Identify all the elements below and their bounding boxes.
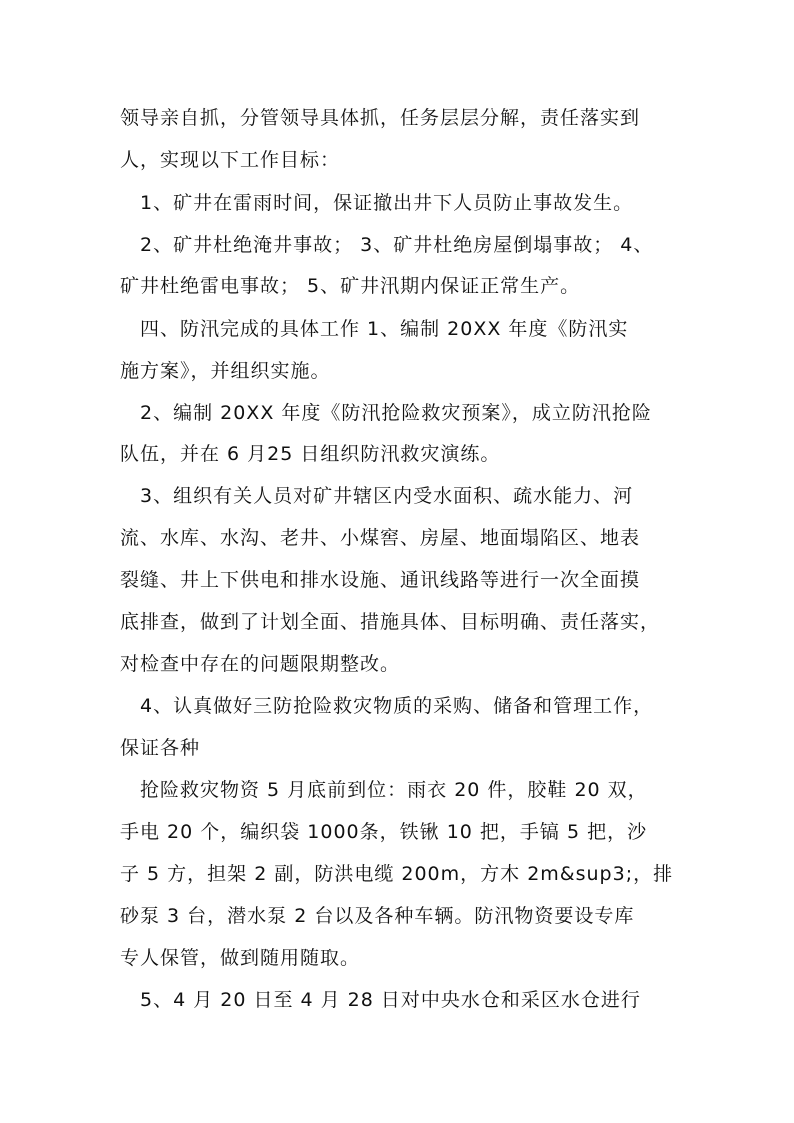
text-line: 砂泵 3 台，潜水泵 2 台以及各种车辆。防汛物资要设专库 xyxy=(120,905,635,927)
text-line: 手电 20 个，编织袋 1000条，铁锹 10 把，手镐 5 把，沙 xyxy=(120,821,648,843)
text-line: 领导亲自抓，分管领导具体抓，任务层层分解，责任落实到 xyxy=(120,107,641,129)
text-line: 2、矿井杜绝淹井事故； 3、矿井杜绝房屋倒塌事故； 4、 xyxy=(140,234,654,256)
text-line: 裂缝、井上下供电和排水设施、通讯线路等进行一次全面摸 xyxy=(120,569,641,591)
text-line: 人，实现以下工作目标： xyxy=(120,149,341,171)
text-line: 3、组织有关人员对矿井辖区内受水面积、疏水能力、河 xyxy=(140,485,634,507)
text-line: 1、矿井在雷雨时间，保证撤出井下人员防止事故发生。 xyxy=(140,192,634,214)
text-line: 流、水库、水沟、老井、小煤窖、房屋、地面塌陷区、地表 xyxy=(120,527,641,549)
text-line: 专人保管，做到随用随取。 xyxy=(120,947,361,969)
text-line: 4、认真做好三防抢险救灾物质的采购、储备和管理工作， xyxy=(140,695,654,717)
text-line: 5、4 月 20 日至 4 月 28 日对中央水仓和采区水仓进行 xyxy=(140,989,641,1011)
text-line: 施方案》，并组织实施。 xyxy=(120,360,331,382)
text-line: 保证各种 xyxy=(120,737,201,759)
text-line: 2、编制 20XX 年度《防汛抢险救灾预案》，成立防汛抢险 xyxy=(140,402,652,424)
text-line: 队伍，并在 6 月25 日组织防汛救灾演练。 xyxy=(120,443,501,465)
text-line: 子 5 方，担架 2 副，防洪电缆 200m，方木 2m&sup3;，排 xyxy=(120,863,674,885)
text-line: 四、防汛完成的具体工作 1、编制 20XX 年度《防汛实 xyxy=(140,318,629,340)
text-line: 抢险救灾物资 5 月底前到位：雨衣 20 件，胶鞋 20 双， xyxy=(140,779,648,801)
text-line: 底排查，做到了计划全面、措施具体、目标明确、责任落实， xyxy=(120,611,661,633)
text-line: 对检查中存在的问题限期整改。 xyxy=(120,653,401,675)
text-line: 矿井杜绝雷电事故； 5、矿井汛期内保证正常生产。 xyxy=(120,275,581,297)
